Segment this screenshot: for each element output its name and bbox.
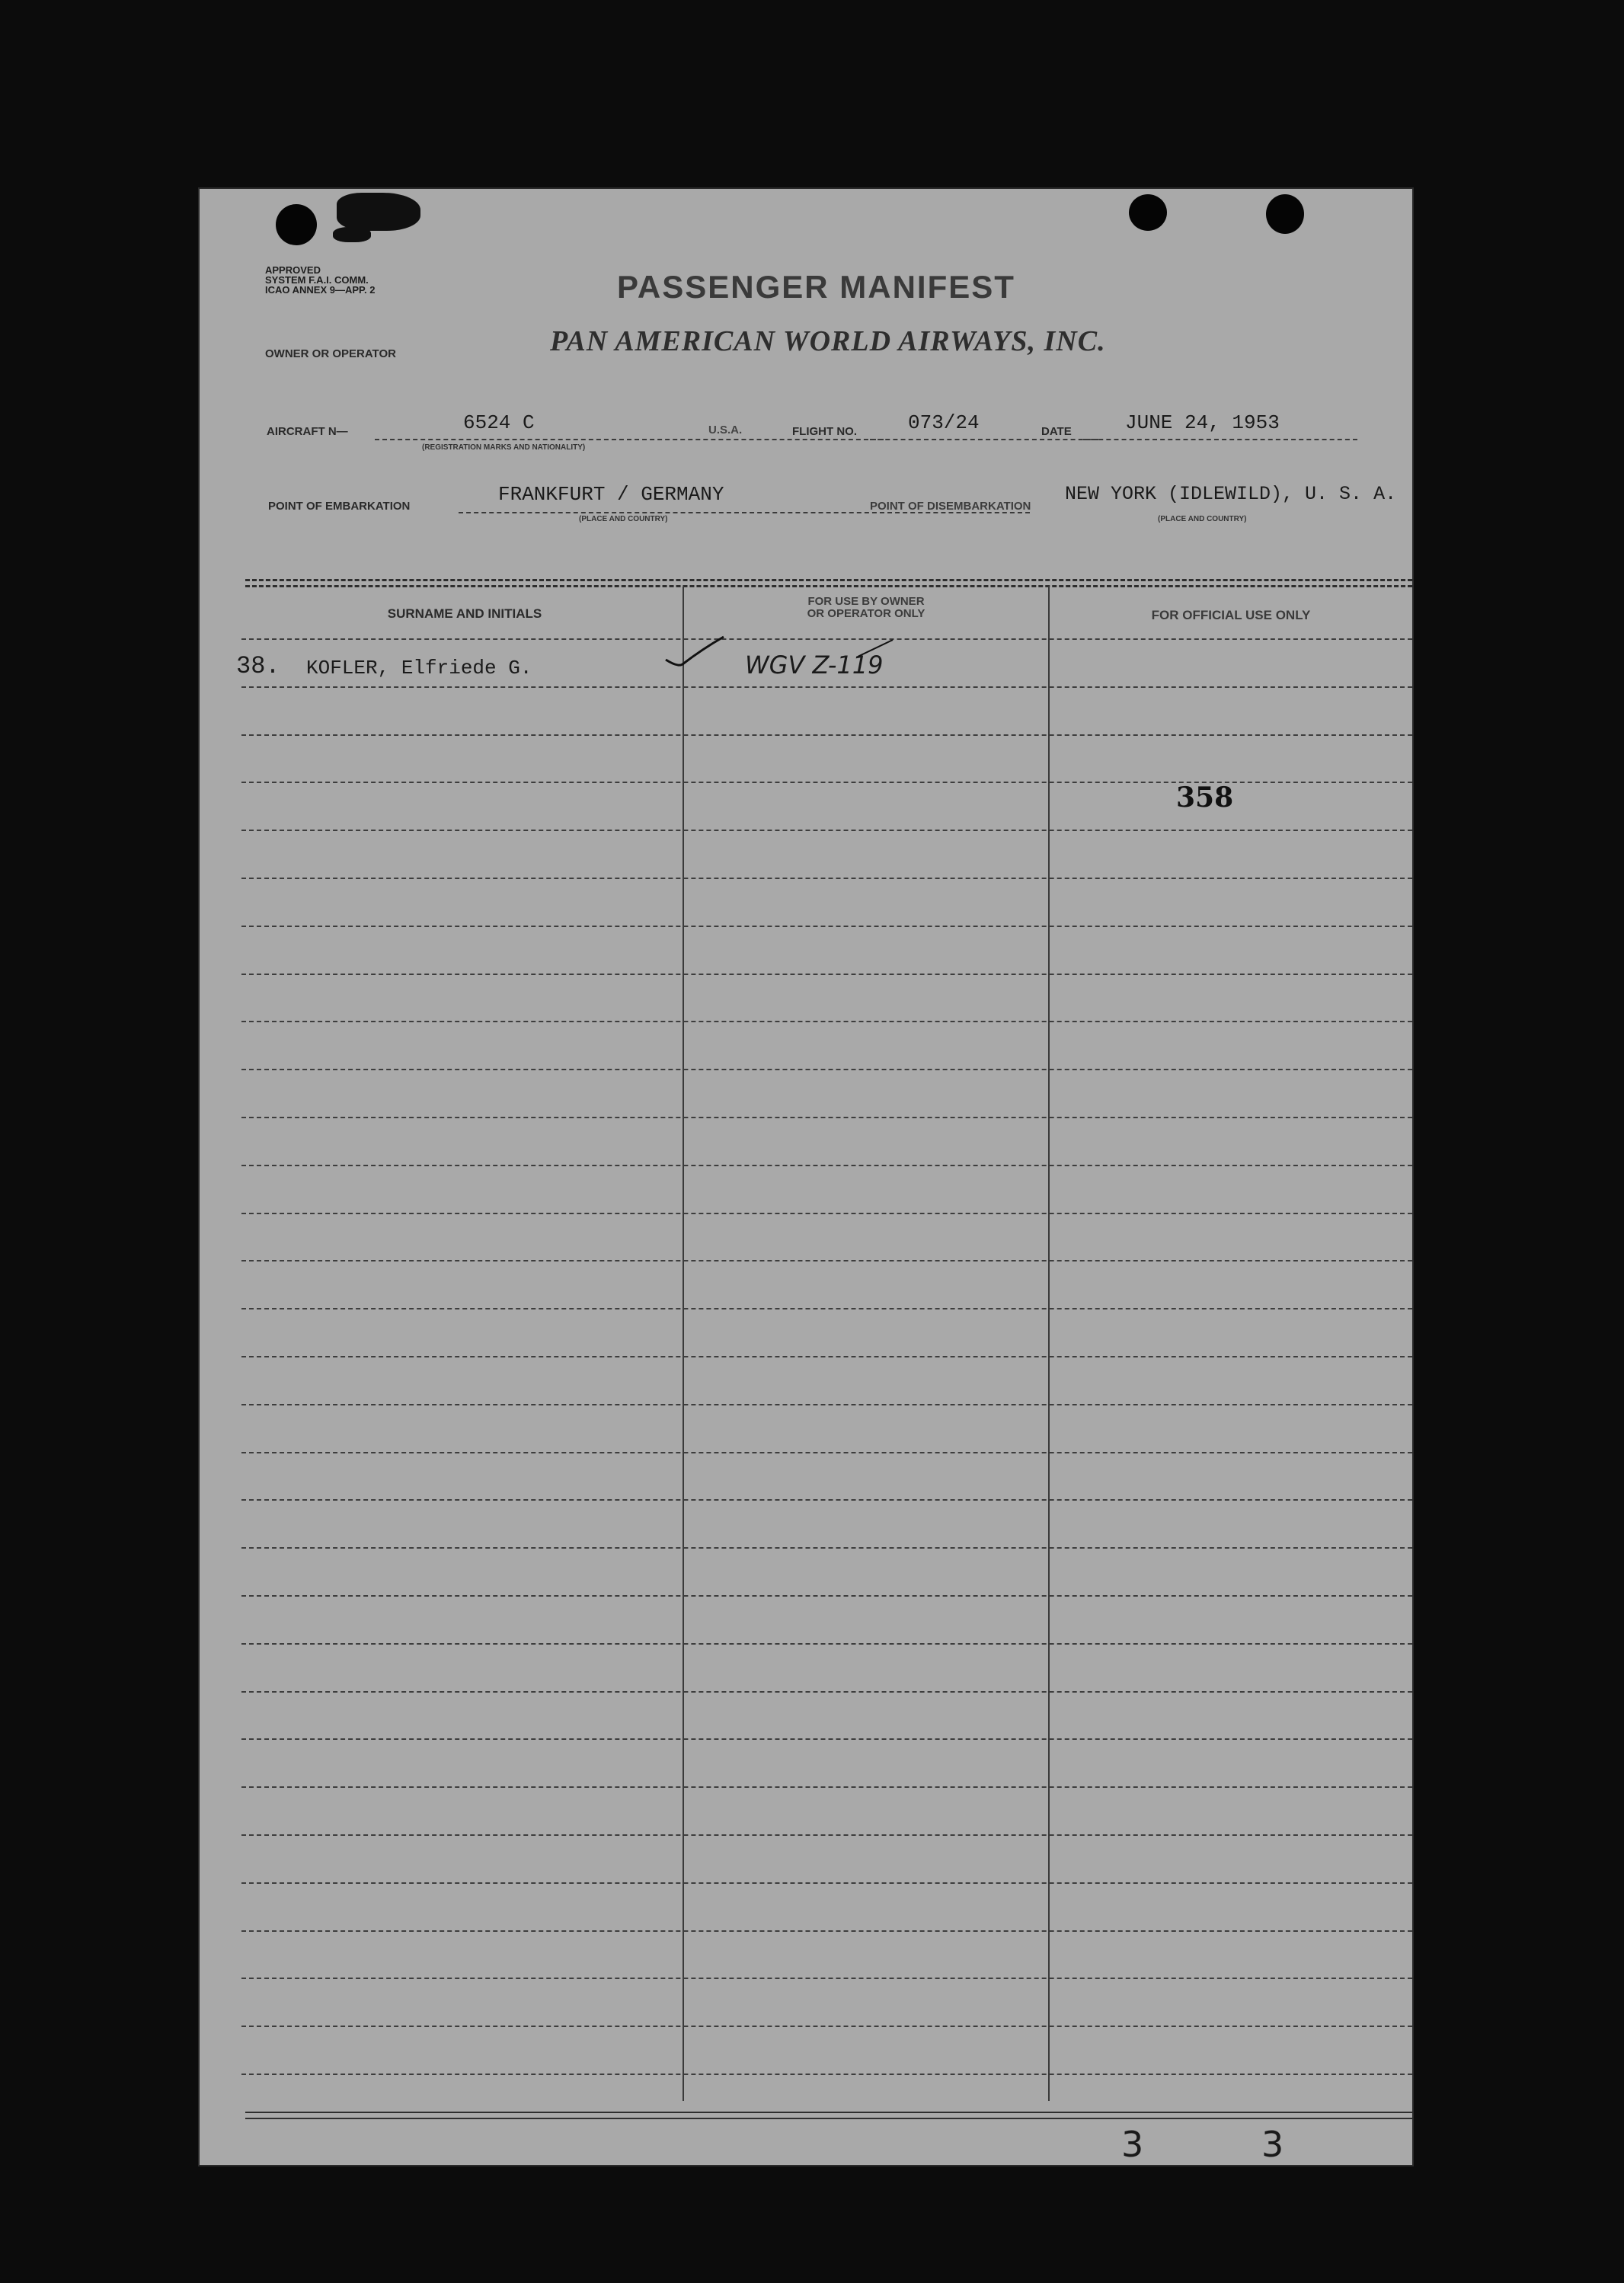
table-row-line bbox=[241, 878, 1412, 879]
table-row-line bbox=[241, 2074, 1412, 2075]
footer-mark-right: 3 bbox=[1261, 2124, 1284, 2165]
table-row-line bbox=[241, 1308, 1412, 1309]
aircraft-label: AIRCRAFT N— bbox=[267, 425, 348, 438]
table-row-line bbox=[241, 638, 1412, 640]
approval-line-2: SYSTEM F.A.I. COMM. bbox=[265, 274, 369, 286]
disembark-value: NEW YORK (IDLEWILD), U. S. A. bbox=[1065, 483, 1397, 505]
table-row-line bbox=[241, 1117, 1412, 1118]
table-row-line bbox=[241, 686, 1412, 688]
flight-value: 073/24 bbox=[908, 411, 980, 434]
punch-hole-left bbox=[276, 204, 317, 245]
embark-label: POINT OF EMBARKATION bbox=[268, 500, 411, 513]
header-rule-second bbox=[245, 585, 1412, 587]
flight-underline bbox=[870, 439, 1098, 440]
table-row-line bbox=[241, 1834, 1412, 1836]
embark-value: FRANKFURT / GERMANY bbox=[498, 483, 724, 506]
punch-hole-right-1 bbox=[1129, 194, 1167, 231]
column-divider-2 bbox=[1048, 587, 1050, 2101]
table-row-line bbox=[241, 1930, 1412, 1932]
footer-rule-top bbox=[245, 2112, 1412, 2113]
operator-note-stroke bbox=[856, 637, 894, 660]
table-row-line bbox=[241, 1260, 1412, 1261]
owner-label: OWNER OR OPERATOR bbox=[265, 347, 396, 360]
footer-mark-left: 3 bbox=[1121, 2124, 1144, 2165]
table-row-line bbox=[241, 1547, 1412, 1549]
column-header-operator bbox=[684, 596, 1048, 620]
aircraft-underline bbox=[375, 439, 884, 440]
checkmark-icon bbox=[664, 634, 725, 672]
table-row-line bbox=[241, 1643, 1412, 1645]
aircraft-value: 6524 C bbox=[463, 411, 535, 434]
header-rule-top bbox=[245, 579, 1412, 581]
disembark-sublabel: (PLACE AND COUNTRY) bbox=[1158, 515, 1247, 523]
date-label: DATE bbox=[1041, 425, 1072, 438]
column-header-name: SURNAME AND INITIALS bbox=[387, 606, 542, 621]
footer-rule-bottom bbox=[245, 2118, 1412, 2119]
table-row-line bbox=[241, 1499, 1412, 1501]
table-row-line bbox=[241, 1452, 1412, 1453]
table-row-line bbox=[241, 1069, 1412, 1070]
table-row-line bbox=[241, 734, 1412, 736]
date-underline bbox=[1083, 439, 1357, 440]
ink-smudge bbox=[337, 193, 420, 231]
airline-name: PAN AMERICAN WORLD AIRWAYS, INC. bbox=[550, 325, 1106, 357]
table-row-line bbox=[241, 926, 1412, 927]
manifest-document bbox=[200, 189, 1412, 2165]
table-row-line bbox=[241, 1213, 1412, 1214]
table-row-line bbox=[241, 1882, 1412, 1884]
table-row-line bbox=[241, 1356, 1412, 1357]
column-header-official: FOR OFFICIAL USE ONLY bbox=[1151, 608, 1311, 622]
country-code: U.S.A. bbox=[708, 424, 743, 436]
approval-block bbox=[265, 265, 433, 295]
approval-line-1: APPROVED bbox=[265, 264, 321, 276]
page-title: PASSENGER MANIFEST bbox=[617, 269, 1015, 305]
table-row-line bbox=[241, 2026, 1412, 2027]
date-value: JUNE 24, 1953 bbox=[1125, 411, 1280, 434]
table-row-line bbox=[241, 1165, 1412, 1166]
column-header-operator-line2: OR OPERATOR ONLY bbox=[807, 607, 925, 620]
flight-label: FLIGHT NO. bbox=[792, 425, 857, 438]
column-header-operator-line1: FOR USE BY OWNER bbox=[807, 595, 925, 608]
operator-note: WGV Z-119 bbox=[745, 651, 884, 679]
official-stamp-number: 358 bbox=[1176, 782, 1234, 814]
aircraft-sublabel: (REGISTRATION MARKS AND NATIONALITY) bbox=[422, 443, 586, 452]
table-row-line bbox=[241, 1021, 1412, 1022]
approval-line-3: ICAO ANNEX 9—APP. 2 bbox=[265, 284, 376, 296]
ink-smudge-tail bbox=[333, 227, 371, 242]
embark-sublabel: (PLACE AND COUNTRY) bbox=[579, 515, 668, 523]
table-row-line bbox=[241, 830, 1412, 831]
table-row-line bbox=[241, 1978, 1412, 1979]
table-row-line bbox=[241, 1404, 1412, 1405]
disembark-label: POINT OF DISEMBARKATION bbox=[870, 500, 1031, 513]
punch-hole-right-2 bbox=[1266, 194, 1304, 234]
table-row-line bbox=[241, 1738, 1412, 1740]
table-row-line bbox=[241, 1786, 1412, 1788]
entry-number: 38. bbox=[236, 652, 280, 680]
table-row-line bbox=[241, 1595, 1412, 1597]
table-row-line bbox=[241, 782, 1412, 783]
table-row-line bbox=[241, 1691, 1412, 1693]
table-row-line bbox=[241, 974, 1412, 975]
column-divider-1 bbox=[683, 587, 684, 2101]
entry-name: KOFLER, Elfriede G. bbox=[306, 657, 532, 679]
